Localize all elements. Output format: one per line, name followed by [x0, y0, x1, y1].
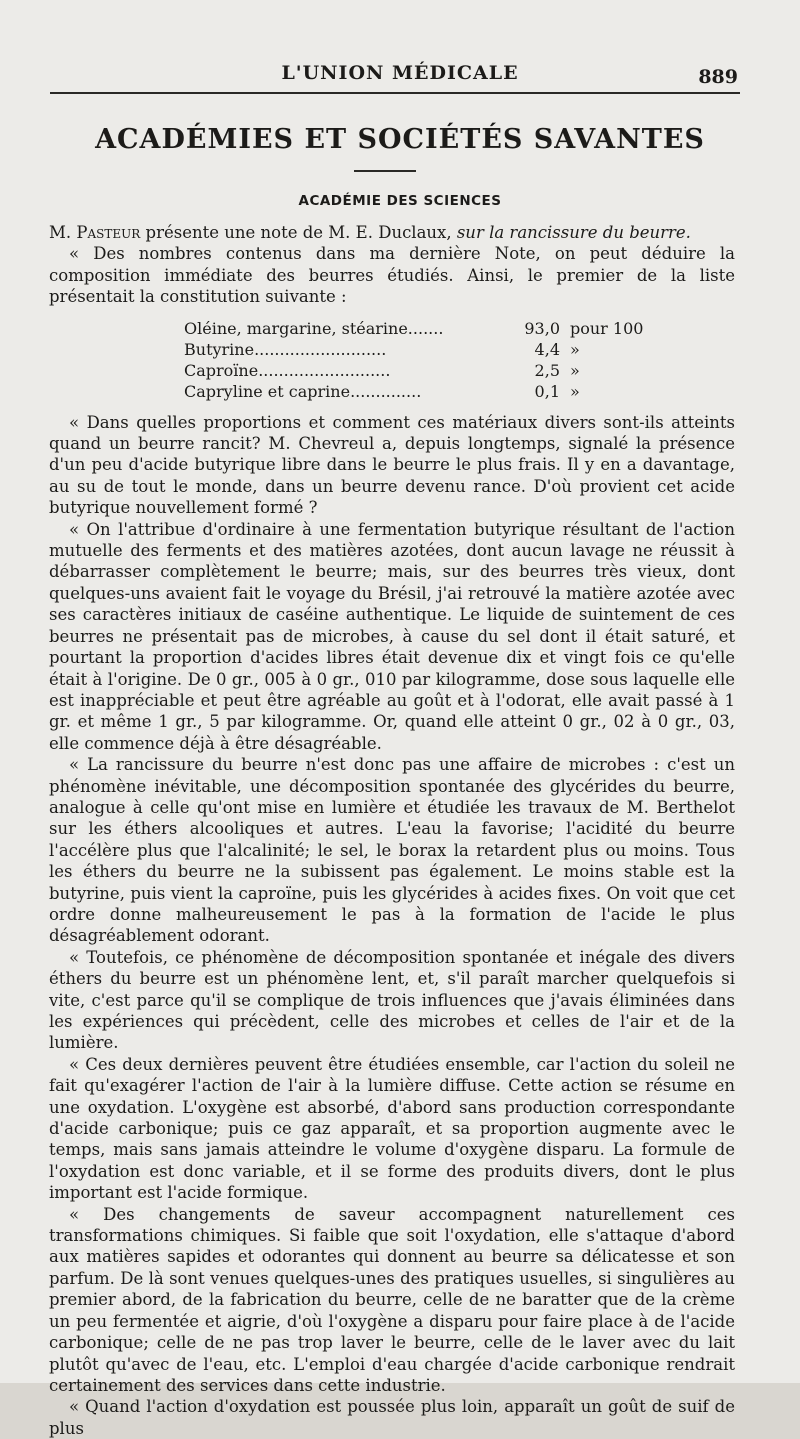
table-cell-unit: »: [570, 339, 580, 359]
intro-text: présente une note de M. E. Duclaux,: [140, 223, 457, 242]
intro-paragraph: [49, 222, 735, 243]
table-cell-name: Butyrine..........................: [184, 339, 387, 359]
table-cell-name: Caproïne..........................: [184, 360, 391, 380]
title-rule: [354, 170, 416, 172]
section-title: ACADÉMIES ET SOCIÉTÉS SAVANTES: [95, 124, 705, 155]
running-header: [0, 58, 800, 88]
table-row: [184, 318, 735, 339]
speaker-name: M. Pasteur: [49, 223, 141, 242]
article-body: [49, 222, 735, 1439]
table-cell-value: 0,1: [534, 381, 560, 401]
table-row: [184, 339, 735, 360]
paragraph-3: « On l'attribue d'ordinaire à une fermentation butyrique résultant de l'action mutuelle des ferments et des matières azotées, dont aucun lavage ne réussit à débarrasser complètement le beurre; mais, sur des beurres très vieux, dont quelques-uns avaient fait le voyage du Brésil, j'ai retrouvé la matière azotée avec ses caractères initiaux de caséine authentique. Le liquide de suintement de ces beurres ne présentait pas de microbes, à cause du sel dont il était saturé, et pourtant la proportion d'acides libres était devenue dix et vingt fois ce qu'elle était à l'origine. De 0 gr., 005 à 0 gr., 010 par kilogramme, dose sous laquelle elle est inappréciable et peut être agréable au goût et à l'odorat, elle avait passé à 1 gr. et même 1 gr., 5 par kilogramme. Or, quand elle atteint 0 gr., 02 à 0 gr., 03, elle commence déjà à être désagréable.: [49, 519, 735, 753]
header-rule: [50, 92, 740, 94]
note-title: sur la rancissure du beurre.: [456, 223, 691, 242]
paragraph-1: « Des nombres contenus dans ma dernière Note, on peut déduire la composition immédiate des beurres étudiés. Ainsi, le premier de la liste présentait la constitution suivante :: [49, 244, 735, 307]
paragraph-7: « Des changements de saveur accompagnent naturellement ces transformations chimiques. Si faible que soit l'oxydation, elle s'attaque d'abord aux matières sapides et odorantes qui donnent au beurre sa délicatesse et son parfum. De là sont venues quelques-unes des pratiques usuelles, si singulières au premier abord, de la fabrication du beurre, celle de ne baratter que de la crème un peu fermentée et aigrie, d'où l'oxygène a disparu pour faire place à de l'acide carbonique; celle de ne pas trop laver le beurre, celle de le laver avec du lait plutôt qu'avec de l'eau, etc. L'emploi d'eau chargée d'acide carbonique rendrait certainement des services dans cette industrie.: [49, 1204, 735, 1395]
subsection-title: ACADÉMIE DES SCIENCES: [298, 193, 502, 209]
table-cell-value: 2,5: [534, 360, 560, 380]
composition-table: [184, 318, 735, 402]
paragraph-8: « Quand l'action d'oxydation est poussée plus loin, apparaît un goût de suif de plus: [49, 1397, 735, 1438]
table-cell-value: 4,4: [534, 339, 560, 359]
table-cell-unit: »: [570, 381, 580, 401]
table-cell-name: Oléine, margarine, stéarine.......: [184, 318, 444, 338]
table-cell-unit: pour 100: [570, 318, 644, 338]
page-number: 889: [698, 66, 738, 88]
table-row: [184, 360, 735, 381]
table-cell-unit: »: [570, 360, 580, 380]
paragraph-4: « La rancissure du beurre n'est donc pas une affaire de microbes : c'est un phénomène inévitable, une décomposition spontanée des glycérides du beurre, analogue à celle qu'ont mise en lumière et étudiée les travaux de M. Berthelot sur les éthers alcooliques et autres. L'eau la favorise; l'acidité du beurre l'accélère plus que l'alcalinité; le sel, le borax la retardent plus ou moins. Tous les éthers du beurre ne la subissent pas également. Le moins stable est la butyrine, puis vient la caproïne, puis les glycérides à acides fixes. On voit que cet ordre donne malheureusement le pas à la formation de l'acide le plus désagréablement odorant.: [49, 755, 735, 946]
paragraph-2: « Dans quelles proportions et comment ces matériaux divers sont-ils atteints quand un beurre rancit? M. Chevreul a, depuis longtemps, signalé la présence d'un peu d'acide butyrique libre dans le beurre le plus frais. Il y en a davantage, au su de tout le monde, dans un beurre devenu rance. D'où provient cet acide butyrique nouvellement formé ?: [49, 412, 735, 518]
table-cell-value: 93,0: [524, 318, 560, 338]
paragraph-5: « Toutefois, ce phénomène de décomposition spontanée et inégale des divers éthers du beurre est un phénomène lent, et, s'il paraît marcher quelquefois si vite, c'est parce qu'il se complique de trois influences que j'avais éliminées dans les expériences qui précèdent, celle des microbes et celles de l'air et de la lumière.: [49, 947, 735, 1053]
table-row: [184, 381, 735, 402]
paragraph-6: « Ces deux dernières peuvent être étudiées ensemble, car l'action du soleil ne fait qu'exagérer l'action de l'air à la lumière diffuse. Cette action se résume en une oxydation. L'oxygène est absorbé, d'abord sans production correspondante d'acide carbonique; puis ce gaz apparaît, et sa proportion augmente avec le temps, mais sans jamais atteindre le volume d'oxygène disparu. La formule de l'oxydation est donc variable, et il se forme des produits divers, dont le plus important est l'acide formique.: [49, 1054, 735, 1203]
journal-title: L'UNION MÉDICALE: [281, 62, 519, 84]
table-cell-name: Capryline et caprine..............: [184, 381, 422, 401]
